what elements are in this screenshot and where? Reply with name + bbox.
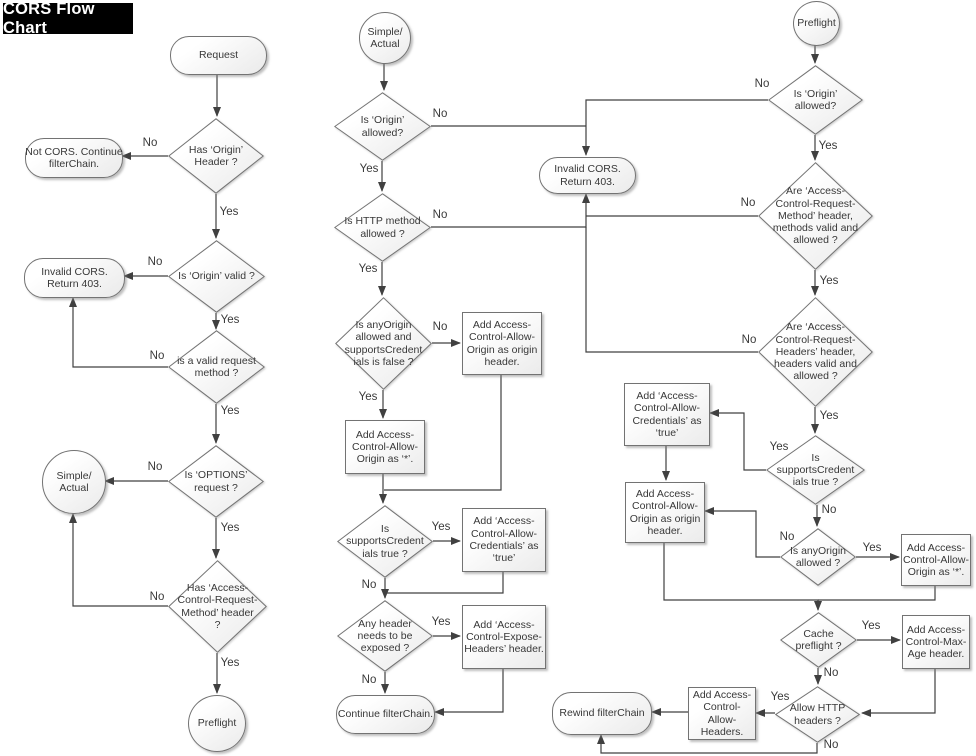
label-line: Control-Allow- bbox=[632, 500, 698, 513]
label-line: header. bbox=[484, 355, 520, 368]
label-line: Control-Request- bbox=[775, 333, 856, 346]
label-line: Method’ header bbox=[181, 606, 254, 619]
edge-label-yes: Yes bbox=[220, 657, 240, 669]
label-line: allowed ? bbox=[360, 227, 405, 240]
label-line: header. bbox=[647, 524, 683, 537]
edge-label-yes: Yes bbox=[358, 391, 378, 403]
decision-cache-preflight bbox=[780, 612, 857, 668]
label-line: Control-Allow- bbox=[634, 402, 700, 415]
edge-label-no: No bbox=[432, 108, 448, 120]
edge-label-no: No bbox=[149, 591, 165, 603]
label-line: Are ‘Access- bbox=[786, 321, 845, 334]
label-line: Control- bbox=[703, 701, 741, 714]
edge-connector bbox=[435, 667, 503, 712]
decision-origin-allowed-preflight bbox=[768, 65, 863, 135]
decision-acrm-methods-valid bbox=[758, 162, 873, 270]
label-line: ‘true’ bbox=[492, 552, 516, 565]
label-line: Origin as ‘*’. bbox=[907, 566, 965, 579]
label-line: Control-Request- bbox=[177, 594, 258, 607]
process-add-max-age-header bbox=[902, 615, 970, 669]
label-line: ials true ? bbox=[362, 547, 408, 560]
edge-label-no: No bbox=[432, 209, 448, 221]
edge-label-yes: Yes bbox=[359, 163, 379, 175]
label-line: Allow HTTP bbox=[789, 702, 846, 715]
label-line: Credentials’ as bbox=[469, 540, 539, 552]
label-line: Return 403. bbox=[47, 278, 102, 290]
decision-origin-allowed-preflight-label bbox=[794, 88, 838, 113]
label-line: allowed ? bbox=[793, 234, 838, 247]
label-line: request ? bbox=[194, 481, 238, 494]
connector-preflight-right bbox=[793, 1, 840, 46]
label-line: Control-Allow- bbox=[471, 527, 537, 540]
decision-anyorigin-allowed-label bbox=[790, 545, 846, 570]
label-line: allowed and bbox=[355, 331, 412, 344]
label-line: Is ‘Origin’ valid ? bbox=[178, 270, 255, 283]
label-line: Add Access- bbox=[906, 623, 966, 636]
process-add-acao-star-preflight bbox=[901, 534, 971, 586]
decision-is-valid-request-method-label bbox=[177, 355, 256, 380]
label-line: Origin as origin bbox=[466, 343, 538, 356]
edge-connector bbox=[586, 100, 768, 155]
process-add-expose-headers bbox=[462, 605, 546, 669]
edge-label-no: No bbox=[361, 579, 377, 591]
process-add-acac-true-preflight-label bbox=[632, 390, 701, 439]
label-line: Is ‘OPTIONS’ bbox=[184, 469, 248, 482]
process-add-allow-headers bbox=[688, 687, 756, 740]
label-line: Age header. bbox=[907, 648, 965, 661]
edge-label-no: No bbox=[361, 674, 377, 686]
label-line: ials true ? bbox=[792, 476, 839, 489]
end-not-cors-continue-filterchain bbox=[25, 138, 123, 178]
label-line: filterChain. bbox=[48, 158, 100, 170]
label-line: Headers. bbox=[700, 725, 744, 738]
label-line: Control-Allow- bbox=[903, 553, 969, 566]
label-line: Control-Expose- bbox=[466, 630, 542, 643]
decision-any-header-exposed bbox=[337, 600, 433, 672]
label-line: allowed? bbox=[361, 126, 404, 139]
process-add-acao-star-preflight-label bbox=[903, 542, 969, 579]
decision-origin-allowed-simple bbox=[334, 92, 431, 161]
end-invalid-cors-middle-label bbox=[554, 163, 621, 188]
end-invalid-cors-left-label bbox=[41, 266, 108, 291]
edge-label-no: No bbox=[823, 739, 839, 751]
label-line: methods valid and bbox=[772, 222, 859, 235]
edge-label-no: No bbox=[142, 137, 158, 149]
edge-connector bbox=[710, 413, 766, 470]
label-line: ials is false ? bbox=[353, 355, 414, 368]
label-line: headers valid and bbox=[774, 358, 857, 371]
start-request bbox=[170, 36, 267, 75]
edge-label-yes: Yes bbox=[431, 521, 451, 533]
label-line: Invalid CORS. bbox=[554, 163, 621, 176]
decision-acrh-headers-valid bbox=[758, 297, 873, 407]
label-line: supportsCredent bbox=[346, 535, 424, 548]
end-continue-filterchain-label bbox=[338, 708, 433, 720]
label-line: supportsCredent bbox=[776, 463, 855, 476]
edge-connector bbox=[586, 227, 758, 352]
process-add-acac-true-simple bbox=[462, 508, 546, 572]
decision-is-options-request bbox=[168, 445, 264, 518]
label-line: Add Access- bbox=[355, 428, 415, 441]
decision-cache-preflight-label bbox=[795, 628, 841, 653]
edge-label-yes: Yes bbox=[818, 140, 838, 152]
label-line: Header ? bbox=[194, 156, 238, 168]
decision-origin-allowed-simple-label bbox=[361, 114, 405, 139]
label-line: Return 403. bbox=[560, 175, 615, 188]
edge-connector bbox=[705, 511, 780, 557]
label-line: Add Access- bbox=[692, 688, 752, 701]
label-line: Not CORS. Continue bbox=[25, 145, 123, 158]
label-line: Control-Max- bbox=[905, 635, 967, 648]
label-line: Method’ header, bbox=[778, 209, 853, 222]
process-add-acac-true-simple-label bbox=[469, 515, 538, 564]
label-line: Origin as origin bbox=[629, 512, 701, 525]
process-add-acao-star-simple-label bbox=[352, 429, 418, 466]
edge-label-no: No bbox=[754, 78, 770, 90]
decision-is-valid-request-method bbox=[168, 330, 265, 404]
edge-label-yes: Yes bbox=[770, 691, 790, 703]
label-line: exposed ? bbox=[360, 642, 410, 655]
label-line: Has ‘Access- bbox=[186, 581, 249, 594]
decision-has-origin-header-label bbox=[189, 144, 243, 169]
label-line: Control-Request- bbox=[775, 197, 856, 210]
label-line: headers ? bbox=[794, 714, 841, 727]
process-add-acao-star-simple bbox=[345, 420, 425, 474]
label-line: Add ‘Access- bbox=[473, 618, 535, 631]
label-line: Add ‘Access- bbox=[473, 515, 535, 528]
label-line: Add Access- bbox=[472, 318, 532, 331]
label-line: ‘true’ bbox=[655, 426, 679, 439]
edge-label-yes: Yes bbox=[220, 522, 240, 534]
edge-label-no: No bbox=[823, 667, 839, 679]
process-add-acao-origin-header-simple bbox=[462, 312, 542, 375]
end-invalid-cors-left bbox=[24, 258, 125, 298]
label-line: Cache bbox=[803, 627, 834, 640]
edge-label-no: No bbox=[432, 321, 448, 333]
decision-is-origin-valid bbox=[168, 240, 265, 313]
label-line: Preflight bbox=[197, 717, 237, 730]
label-line: Origin as ‘*’. bbox=[356, 453, 414, 466]
label-line: method ? bbox=[194, 367, 239, 379]
connector-simple-actual-left-label bbox=[56, 470, 91, 495]
label-line: Request bbox=[198, 49, 239, 62]
edge-label-no: No bbox=[779, 531, 795, 543]
label-line: Any header bbox=[358, 617, 412, 630]
decision-any-header-exposed-label bbox=[358, 618, 413, 655]
label-line: supportsCredent bbox=[344, 343, 423, 356]
edge-label-no: No bbox=[740, 197, 756, 209]
edge-label-yes: Yes bbox=[431, 616, 451, 628]
label-line: preflight ? bbox=[795, 640, 842, 652]
decision-supportscredentials-preflight-label bbox=[777, 452, 855, 489]
label-line: Is anyOrigin bbox=[789, 544, 847, 557]
connector-simple-actual-left bbox=[42, 450, 106, 514]
process-add-expose-headers-label bbox=[464, 619, 544, 656]
label-line: Add Access- bbox=[635, 487, 695, 500]
label-line: Add Access- bbox=[906, 541, 966, 554]
edge-label-yes: Yes bbox=[220, 314, 240, 326]
label-line: Actual bbox=[370, 38, 400, 50]
decision-acrh-headers-valid-label bbox=[774, 321, 857, 382]
label-line: Preflight bbox=[797, 17, 836, 30]
decision-supportscredentials-simple bbox=[337, 505, 433, 578]
edge-connector bbox=[431, 194, 586, 227]
process-add-acac-true-preflight bbox=[624, 383, 710, 446]
connector-preflight-right-label bbox=[797, 17, 836, 29]
edge-label-no: No bbox=[147, 461, 163, 473]
decision-is-origin-valid-label bbox=[178, 270, 255, 282]
decision-supportscredentials-simple-label bbox=[346, 523, 424, 560]
process-add-allow-headers-label bbox=[693, 689, 751, 738]
edge-label-yes: Yes bbox=[819, 275, 839, 287]
chart-title bbox=[3, 0, 133, 37]
label-line: allowed ? bbox=[793, 370, 838, 383]
edge-connector bbox=[818, 584, 935, 600]
decision-has-origin-header bbox=[168, 118, 264, 194]
label-line: Allow- bbox=[707, 713, 737, 726]
label-line: Are ‘Access- bbox=[786, 185, 845, 198]
label-line: Control-Allow- bbox=[352, 440, 418, 453]
end-invalid-cors-middle bbox=[539, 157, 636, 194]
end-not-cors-continue-filterchain-label bbox=[25, 146, 122, 171]
edge-label-yes: Yes bbox=[861, 620, 881, 632]
label-line: allowed ? bbox=[795, 557, 841, 569]
label-line: Is anyOrigin bbox=[355, 318, 412, 331]
edge-label-yes: Yes bbox=[358, 263, 378, 275]
start-request-label bbox=[199, 49, 238, 61]
edge-label-no: No bbox=[147, 256, 163, 268]
label-line: Is bbox=[811, 451, 820, 464]
label-line: Is ‘Origin’ bbox=[360, 114, 405, 127]
edge-label-no: No bbox=[741, 334, 757, 346]
label-line: Invalid CORS. bbox=[41, 265, 108, 278]
label-line: Is HTTP method bbox=[344, 215, 421, 228]
decision-http-method-allowed bbox=[334, 193, 431, 262]
process-add-acao-origin-header-simple-label bbox=[467, 319, 538, 368]
end-continue-filterchain bbox=[336, 695, 435, 734]
label-line: Continue filterChain. bbox=[337, 708, 434, 721]
process-add-acao-origin-header-preflight-label bbox=[630, 488, 701, 537]
label-line: allowed? bbox=[794, 100, 837, 112]
decision-anyorigin-and-supportscredentials-label bbox=[345, 319, 423, 368]
decision-is-options-request-label bbox=[184, 469, 247, 494]
label-line: Is ‘Origin’ bbox=[793, 87, 838, 100]
label-line: Actual bbox=[59, 482, 89, 494]
connector-preflight-left-label bbox=[198, 717, 237, 729]
process-add-acao-origin-header-preflight bbox=[625, 482, 705, 543]
edge-label-yes: Yes bbox=[862, 542, 882, 554]
label-line: Add ‘Access- bbox=[636, 389, 698, 402]
edge-label-yes: Yes bbox=[769, 441, 789, 453]
label-line: Is bbox=[380, 523, 390, 536]
edge-label-yes: Yes bbox=[219, 206, 239, 218]
decision-anyorigin-and-supportscredentials bbox=[335, 297, 432, 390]
edge-connector bbox=[862, 667, 935, 713]
connector-simple-actual-middle-label bbox=[367, 26, 402, 51]
connector-preflight-left bbox=[188, 695, 246, 752]
edge-label-no: No bbox=[149, 350, 165, 362]
label-line: Simple/ bbox=[367, 25, 403, 38]
end-rewind-filterchain bbox=[552, 692, 652, 735]
decision-has-acrm-header bbox=[168, 560, 267, 653]
label-line: is a valid request bbox=[177, 354, 256, 367]
decision-allow-http-headers-label bbox=[790, 702, 845, 727]
label-line: Control-Allow- bbox=[469, 331, 535, 344]
label-line: Credentials’ as bbox=[632, 414, 702, 427]
decision-has-acrm-header-label bbox=[178, 582, 258, 631]
decision-http-method-allowed-label bbox=[344, 215, 420, 240]
label-line: Simple/ bbox=[56, 469, 92, 482]
chart-title-text: CORS Flow Chart bbox=[3, 0, 95, 37]
edge-label-yes: Yes bbox=[220, 405, 240, 417]
label-line: Has ‘Origin’ bbox=[188, 143, 244, 156]
process-add-max-age-header-label bbox=[906, 624, 967, 661]
end-rewind-filterchain-label bbox=[559, 707, 644, 719]
label-line: Rewind filterChain bbox=[559, 707, 645, 720]
label-line: Headers’ header, bbox=[775, 345, 856, 358]
edge-label-no: No bbox=[821, 504, 837, 516]
label-line: ? bbox=[214, 618, 221, 631]
connector-simple-actual-middle bbox=[359, 12, 411, 64]
edge-label-yes: Yes bbox=[819, 410, 839, 422]
label-line: Headers’ header. bbox=[464, 643, 544, 656]
decision-acrm-methods-valid-label bbox=[773, 185, 858, 246]
label-line: needs to be bbox=[357, 629, 413, 642]
